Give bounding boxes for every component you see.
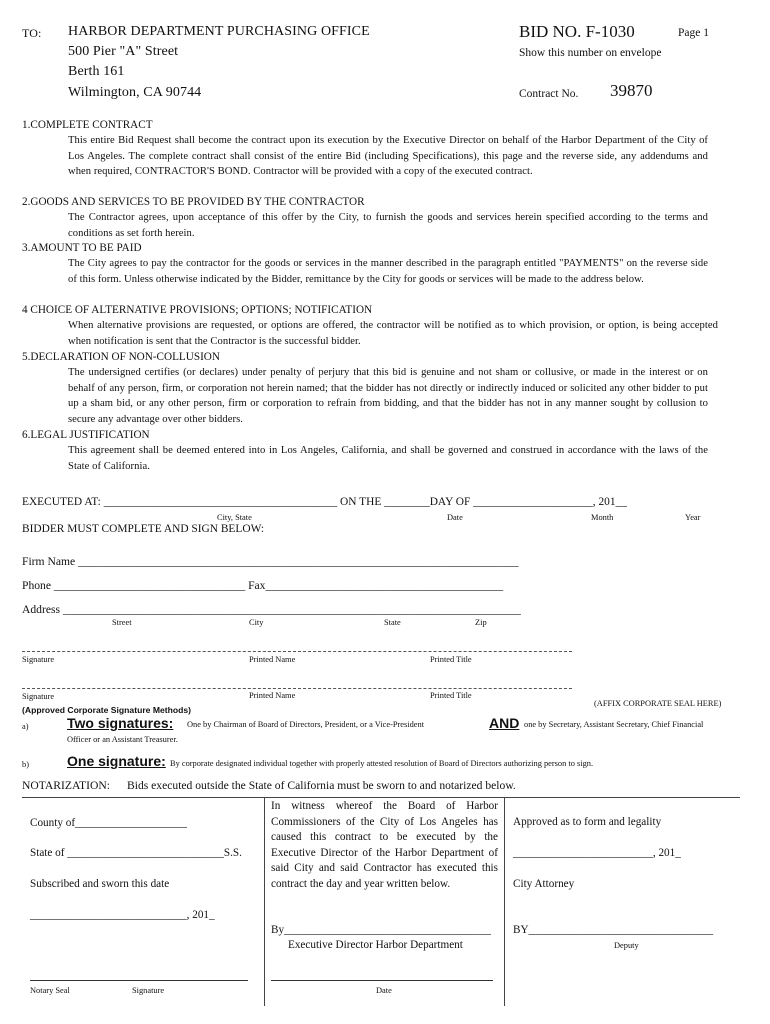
section-5-text: The undersigned certifies (or declares) under penalty of perjury that this bid is genuine and not sham or collusive, or made in the interest or on behalf of any person, firm, or corporation not herein named; that the bidder has not directly or indirectly induced or solicited any other bidder to put up a sham bid, or any other person, firm or corporation to refrain from bidding, and that the bidder has not in any manner sought by collusion to secure any advantage over other bidders. <box>68 367 708 425</box>
one-signature-label: One signature: <box>67 753 166 769</box>
table-divider-1 <box>264 798 265 1006</box>
printed-title-caption-1: Printed Title <box>430 655 472 664</box>
affix-seal-note: (AFFIX CORPORATE SEAL HERE) <box>594 699 722 708</box>
bidder-heading: BIDDER MUST COMPLETE AND SIGN BELOW: <box>22 523 265 535</box>
firm-name-field[interactable]: Firm Name ____________________________________________________________________________ <box>22 555 519 568</box>
printed-name-caption-2: Printed Name <box>249 691 296 700</box>
table-divider-2 <box>504 798 505 1006</box>
section-6-text: This agreement shall be deemed entered into in Los Angeles, California, and shall be governed and construed in accordance with the laws of the State of California. <box>68 445 708 472</box>
city-attorney-label: City Attorney <box>513 878 575 890</box>
contract-number: 39870 <box>610 81 653 100</box>
date-caption: Date <box>447 513 463 522</box>
section-4-text: When alternative provisions are requested, or options are offered, the contractor will be notified as to which provision, or option, is being accepted when notification is sent that the Contractor is the successful bidder. <box>68 320 718 347</box>
notarization-table <box>22 797 740 1006</box>
section-5-title: 5.DECLARATION OF NON-COLLUSION <box>22 351 220 363</box>
address-field[interactable]: Address _______________________________________________________________________________ <box>22 603 521 616</box>
state-ss-field[interactable]: State of ____________________________S.S. <box>30 847 242 859</box>
option-a-label: a) <box>22 722 29 731</box>
section-4-title: 4 CHOICE OF ALTERNATIVE PROVISIONS; OPTIONS; NOTIFICATION <box>22 304 373 316</box>
printed-title-caption-2: Printed Title <box>430 691 472 700</box>
signature-line-1[interactable] <box>22 651 572 652</box>
notarization-label: NOTARIZATION: <box>22 779 110 792</box>
section-3-title: 3.AMOUNT TO BE PAID <box>22 242 142 254</box>
month-caption: Month <box>591 513 614 522</box>
executive-date-line[interactable] <box>271 980 493 981</box>
two-signatures-text-3: Officer or an Assistant Treasurer. <box>67 735 178 744</box>
section-3-text: The City agrees to pay the contractor for the goods or services in the manner described in the paragraph entitled "PAYMENTS" on the reverse side of this form. Unless otherwise indicated by the Bidder, remittance by the City for goods or services will be made to the address below. <box>68 258 708 285</box>
notary-seal-caption: Notary Seal <box>30 986 70 995</box>
notarization-text: Bids executed outside the State of California must be sworn to and notarized below. <box>127 779 516 792</box>
section-6-title: 6.LEGAL JUSTIFICATION <box>22 429 150 441</box>
deputy-by-field[interactable]: BY_________________________________ <box>513 924 714 936</box>
two-signatures-label: Two signatures: <box>67 715 174 731</box>
office-address-line1: 500 Pier "A" Street <box>68 44 179 59</box>
contract-label: Contract No. <box>519 88 579 100</box>
year-caption: Year <box>685 513 701 522</box>
office-address-line3: Wilmington, CA 90744 <box>68 85 202 100</box>
and-word: AND <box>489 715 520 731</box>
approved-methods-heading: (Approved Corporate Signature Methods) <box>22 705 192 715</box>
notary-signature-caption: Signature <box>132 986 165 995</box>
phone-fax-field[interactable]: Phone _________________________________ Fax_________________________________________ <box>22 579 504 592</box>
section-2-text: The Contractor agrees, upon acceptance of this offer by the City, to furnish the goods and services herein specified according to the terms and conditions as set forth herein. <box>68 212 708 239</box>
executive-by-field[interactable]: By_____________________________________ <box>271 924 492 936</box>
bid-number: BID NO. F-1030 <box>519 22 635 41</box>
deputy-caption: Deputy <box>614 941 639 950</box>
option-b-label: b) <box>22 760 29 769</box>
two-signatures-text-1: One by Chairman of Board of Directors, President, or a Vice-President <box>187 720 425 729</box>
envelope-note: Show this number on envelope <box>519 47 662 59</box>
executed-at-line[interactable]: EXECUTED AT: _________________________________________ ON THE ________DAY OF _____________________, 201__ <box>22 496 627 508</box>
notary-date-field[interactable]: ____________________________, 201_ <box>30 909 215 921</box>
approved-form-label: Approved as to form and legality <box>513 816 662 828</box>
one-signature-text: By corporate designated individual together with properly attested resolution of Board of Directors authorizing person to sign. <box>170 759 594 768</box>
signature-line-2[interactable] <box>22 688 572 689</box>
office-name: HARBOR DEPARTMENT PURCHASING OFFICE <box>68 24 370 39</box>
section-2-title: 2.GOODS AND SERVICES TO BE PROVIDED BY THE CONTRACTOR <box>22 196 365 208</box>
approved-date-field[interactable]: _________________________, 201_ <box>513 847 681 859</box>
printed-name-caption-1: Printed Name <box>249 655 296 664</box>
state-caption: State <box>384 618 401 627</box>
page-number: Page 1 <box>678 27 709 39</box>
section-1-text: This entire Bid Request shall become the contract upon its execution by the Executive Director on behalf of the Harbor Department of the City of Los Angeles. The complete contract shall consist of the entire Bid (including Specifications), this page and the reverse side, any addendums and when required, CONTRACTOR'S BOND. Contractor will be provided with a copy of the executed contract. <box>68 135 708 178</box>
section-1-title: 1.COMPLETE CONTRACT <box>22 119 153 131</box>
office-address-line2: Berth 161 <box>68 64 125 79</box>
notary-signature-line[interactable] <box>30 980 248 981</box>
witness-text: In witness whereof the Board of Harbor Commissioners of the City of Los Angeles has caused this contract to be executed by the Executive Director of the Harbor Department of said City and said Contractor has executed this contract the day and year written below. <box>271 800 498 890</box>
executive-date-caption: Date <box>376 986 392 995</box>
street-caption: Street <box>112 618 132 627</box>
city-state-caption: City, State <box>217 513 252 522</box>
county-field[interactable]: County of____________________ <box>30 817 187 829</box>
two-signatures-text-2: one by Secretary, Assistant Secretary, Chief Financial <box>524 720 704 729</box>
to-label: TO: <box>22 26 42 40</box>
executive-director-caption: Executive Director Harbor Department <box>288 939 463 951</box>
signature-caption-1: Signature <box>22 655 55 664</box>
subscribed-label: Subscribed and sworn this date <box>30 878 170 890</box>
zip-caption: Zip <box>475 618 487 627</box>
city-caption: City <box>249 618 264 627</box>
signature-caption-2: Signature <box>22 692 55 701</box>
